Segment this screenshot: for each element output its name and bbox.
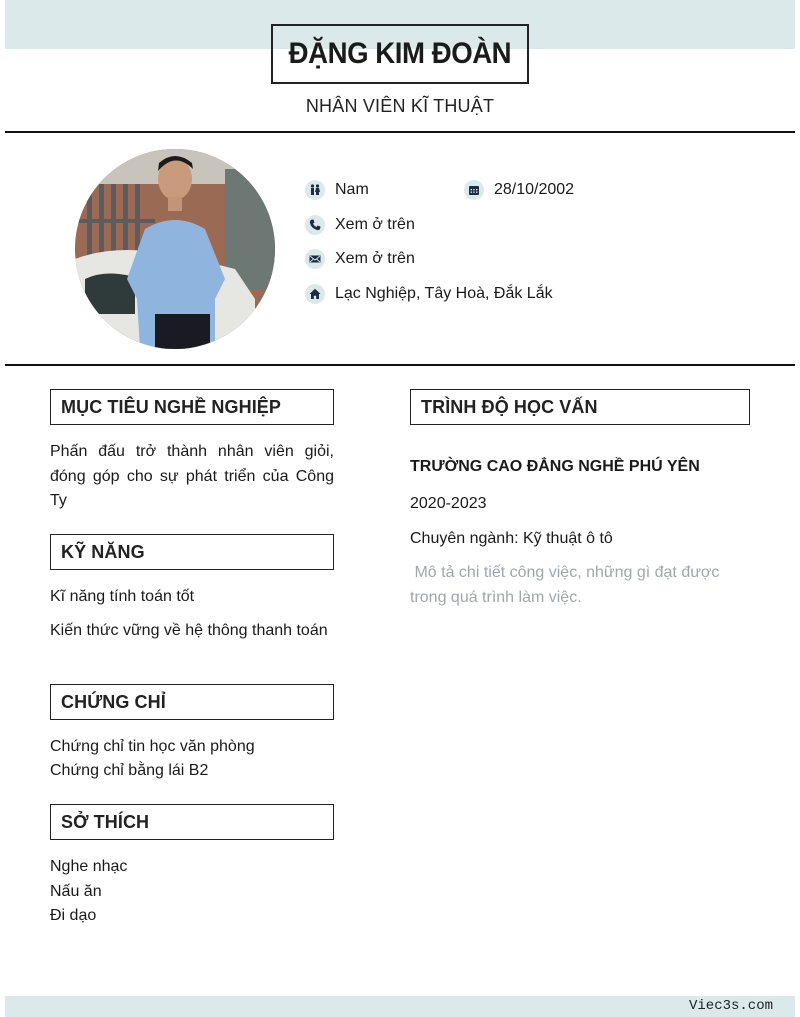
mail-icon bbox=[305, 249, 325, 269]
section-certificates-header: CHỨNG CHỈ bbox=[50, 684, 334, 720]
email-value: Xem ở trên bbox=[335, 250, 415, 267]
job-title: NHÂN VIÊN KĨ THUẬT bbox=[305, 96, 495, 116]
objective-text: Phấn đấu trở thành nhân viên giỏi, đóng góp cho sự phát triển của Công Ty bbox=[50, 443, 334, 509]
certificate-item: Chứng chỉ tin học văn phòng bbox=[50, 738, 255, 755]
certificate-item: Chứng chỉ bằng lái B2 bbox=[50, 762, 209, 779]
hobby-item: Nấu ăn bbox=[50, 883, 102, 900]
phone-row bbox=[305, 213, 415, 237]
address-value: Lạc Nghiệp, Tây Hoà, Đắk Lắk bbox=[335, 285, 553, 302]
email-row bbox=[305, 247, 415, 271]
address-row bbox=[305, 282, 553, 306]
divider bbox=[5, 131, 795, 133]
section-hobbies-header: SỞ THÍCH bbox=[50, 804, 334, 840]
phone-icon bbox=[305, 215, 325, 235]
candidate-name: ĐẶNG KIM ĐOÀN bbox=[288, 37, 512, 70]
gender-value: Nam bbox=[335, 181, 369, 198]
section-skills-header: KỸ NĂNG bbox=[50, 534, 334, 570]
footer-band bbox=[5, 996, 795, 1017]
education-description: Mô tả chi tiết công việc, những gì đạt được trong quá trình làm việc. bbox=[410, 564, 724, 606]
birthday-row bbox=[464, 178, 574, 202]
calendar-icon bbox=[464, 180, 484, 200]
birthday-value: 28/10/2002 bbox=[494, 181, 575, 198]
footer-brand: Viec3s.com bbox=[688, 998, 773, 1014]
hobby-item: Nghe nhạc bbox=[50, 858, 128, 875]
phone-value: Xem ở trên bbox=[335, 216, 415, 233]
gender-row bbox=[305, 178, 369, 202]
home-icon bbox=[305, 284, 325, 304]
section-education-header: TRÌNH ĐỘ HỌC VẤN bbox=[410, 389, 750, 425]
name-frame bbox=[271, 24, 529, 84]
education-major: Chuyên ngành: Kỹ thuật ô tô bbox=[410, 530, 613, 547]
divider bbox=[5, 364, 795, 366]
gender-icon bbox=[305, 180, 325, 200]
skill-item: Kiến thức vững về hệ thông thanh toán bbox=[50, 622, 328, 639]
section-objective-header: MỤC TIÊU NGHỀ NGHIỆP bbox=[50, 389, 334, 425]
school-name: TRƯỜNG CAO ĐẲNG NGHỀ PHÚ YÊN bbox=[410, 458, 700, 475]
hobby-item: Đi dạo bbox=[50, 907, 97, 924]
avatar bbox=[75, 149, 275, 349]
skill-item: Kĩ năng tính toán tốt bbox=[50, 588, 195, 605]
education-period: 2020-2023 bbox=[410, 495, 487, 512]
profile-photo-illustration bbox=[75, 149, 275, 349]
